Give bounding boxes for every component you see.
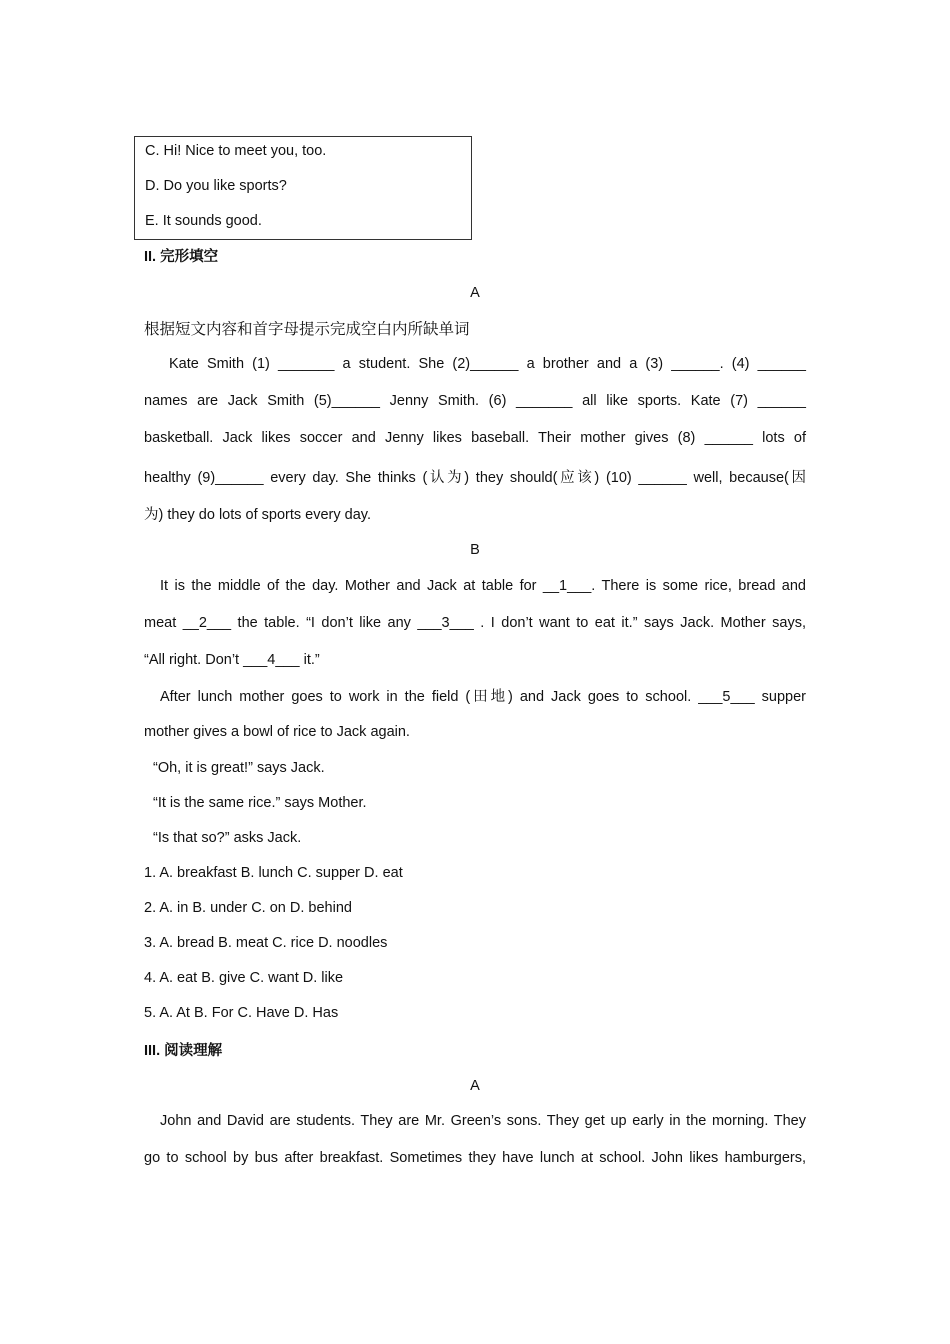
answer-options-box [134,136,472,240]
cloze-a-line-4: healthy (9)______ every day. She thinks (认为) they should(应该) (10) ______ well, because(因 [144,470,806,486]
cloze-b-line-2: meat __2___ the table. “I don’t like any ___3___ . I don’t want to eat it.” says Jack. Mother says, [144,615,806,631]
reading-a-line-2: go to school by bus after breakfast. Sometimes they have lunch at school. John likes hamburgers, [144,1150,806,1166]
cloze-b-line-5: mother gives a bowl of rice to Jack again. [144,724,410,740]
cloze-a-line-2: names are Jack Smith (5)______ Jenny Smith. (6) _______ all like sports. Kate (7) ______ [144,393,806,409]
cloze-a-line-5: 为) they do lots of sports every day. [144,507,371,523]
cloze-a-line-1: Kate Smith (1) _______ a student. She (2)______ a brother and a (3) ______. (4) ______ [169,356,806,372]
cloze-b-line-4: After lunch mother goes to work in the field (田地) and Jack goes to school. ___5___ supper [160,689,806,705]
cloze-b-option-4: 4. A. eat B. give C. want D. like [144,970,344,986]
reading-a-line-1: John and David are students. They are Mr. Green’s sons. They get up early in the morning. They [160,1113,806,1129]
cloze-b-line-7: “It is the same rice.” says Mother. [153,795,367,811]
cloze-b-line-8: “Is that so?” asks Jack. [153,830,302,846]
cloze-b-option-2: 2. A. in B. under C. on D. behind [144,900,352,916]
section-2-instruction: 根据短文内容和首字母提示完成空白内所缺单词 [144,320,470,338]
section-2-heading: II. 完形填空 [144,249,219,265]
cloze-b-line-3: “All right. Don’t ___4___ it.” [144,652,320,668]
section-3-heading: III. 阅读理解 [144,1043,223,1059]
cloze-b-option-1: 1. A. breakfast B. lunch C. supper D. eat [144,865,403,881]
cloze-b-line-1: It is the middle of the day. Mother and Jack at table for __1___. There is some rice, bread and [160,578,806,594]
cloze-b-option-3: 3. A. bread B. meat C. rice D. noodles [144,935,388,951]
cloze-b-option-5: 5. A. At B. For C. Have D. Has [144,1005,339,1021]
option-c: C. Hi! Nice to meet you, too. [145,143,327,159]
section-2-part-b-label: B [470,542,480,558]
option-d: D. Do you like sports? [145,178,287,194]
section-3-part-a-label: A [470,1078,480,1094]
section-2-part-a-label: A [470,285,480,301]
cloze-a-line-3: basketball. Jack likes soccer and Jenny likes baseball. Their mother gives (8) ______ lots of [144,430,806,446]
cloze-b-line-6: “Oh, it is great!” says Jack. [153,760,325,776]
option-e: E. It sounds good. [145,213,262,229]
